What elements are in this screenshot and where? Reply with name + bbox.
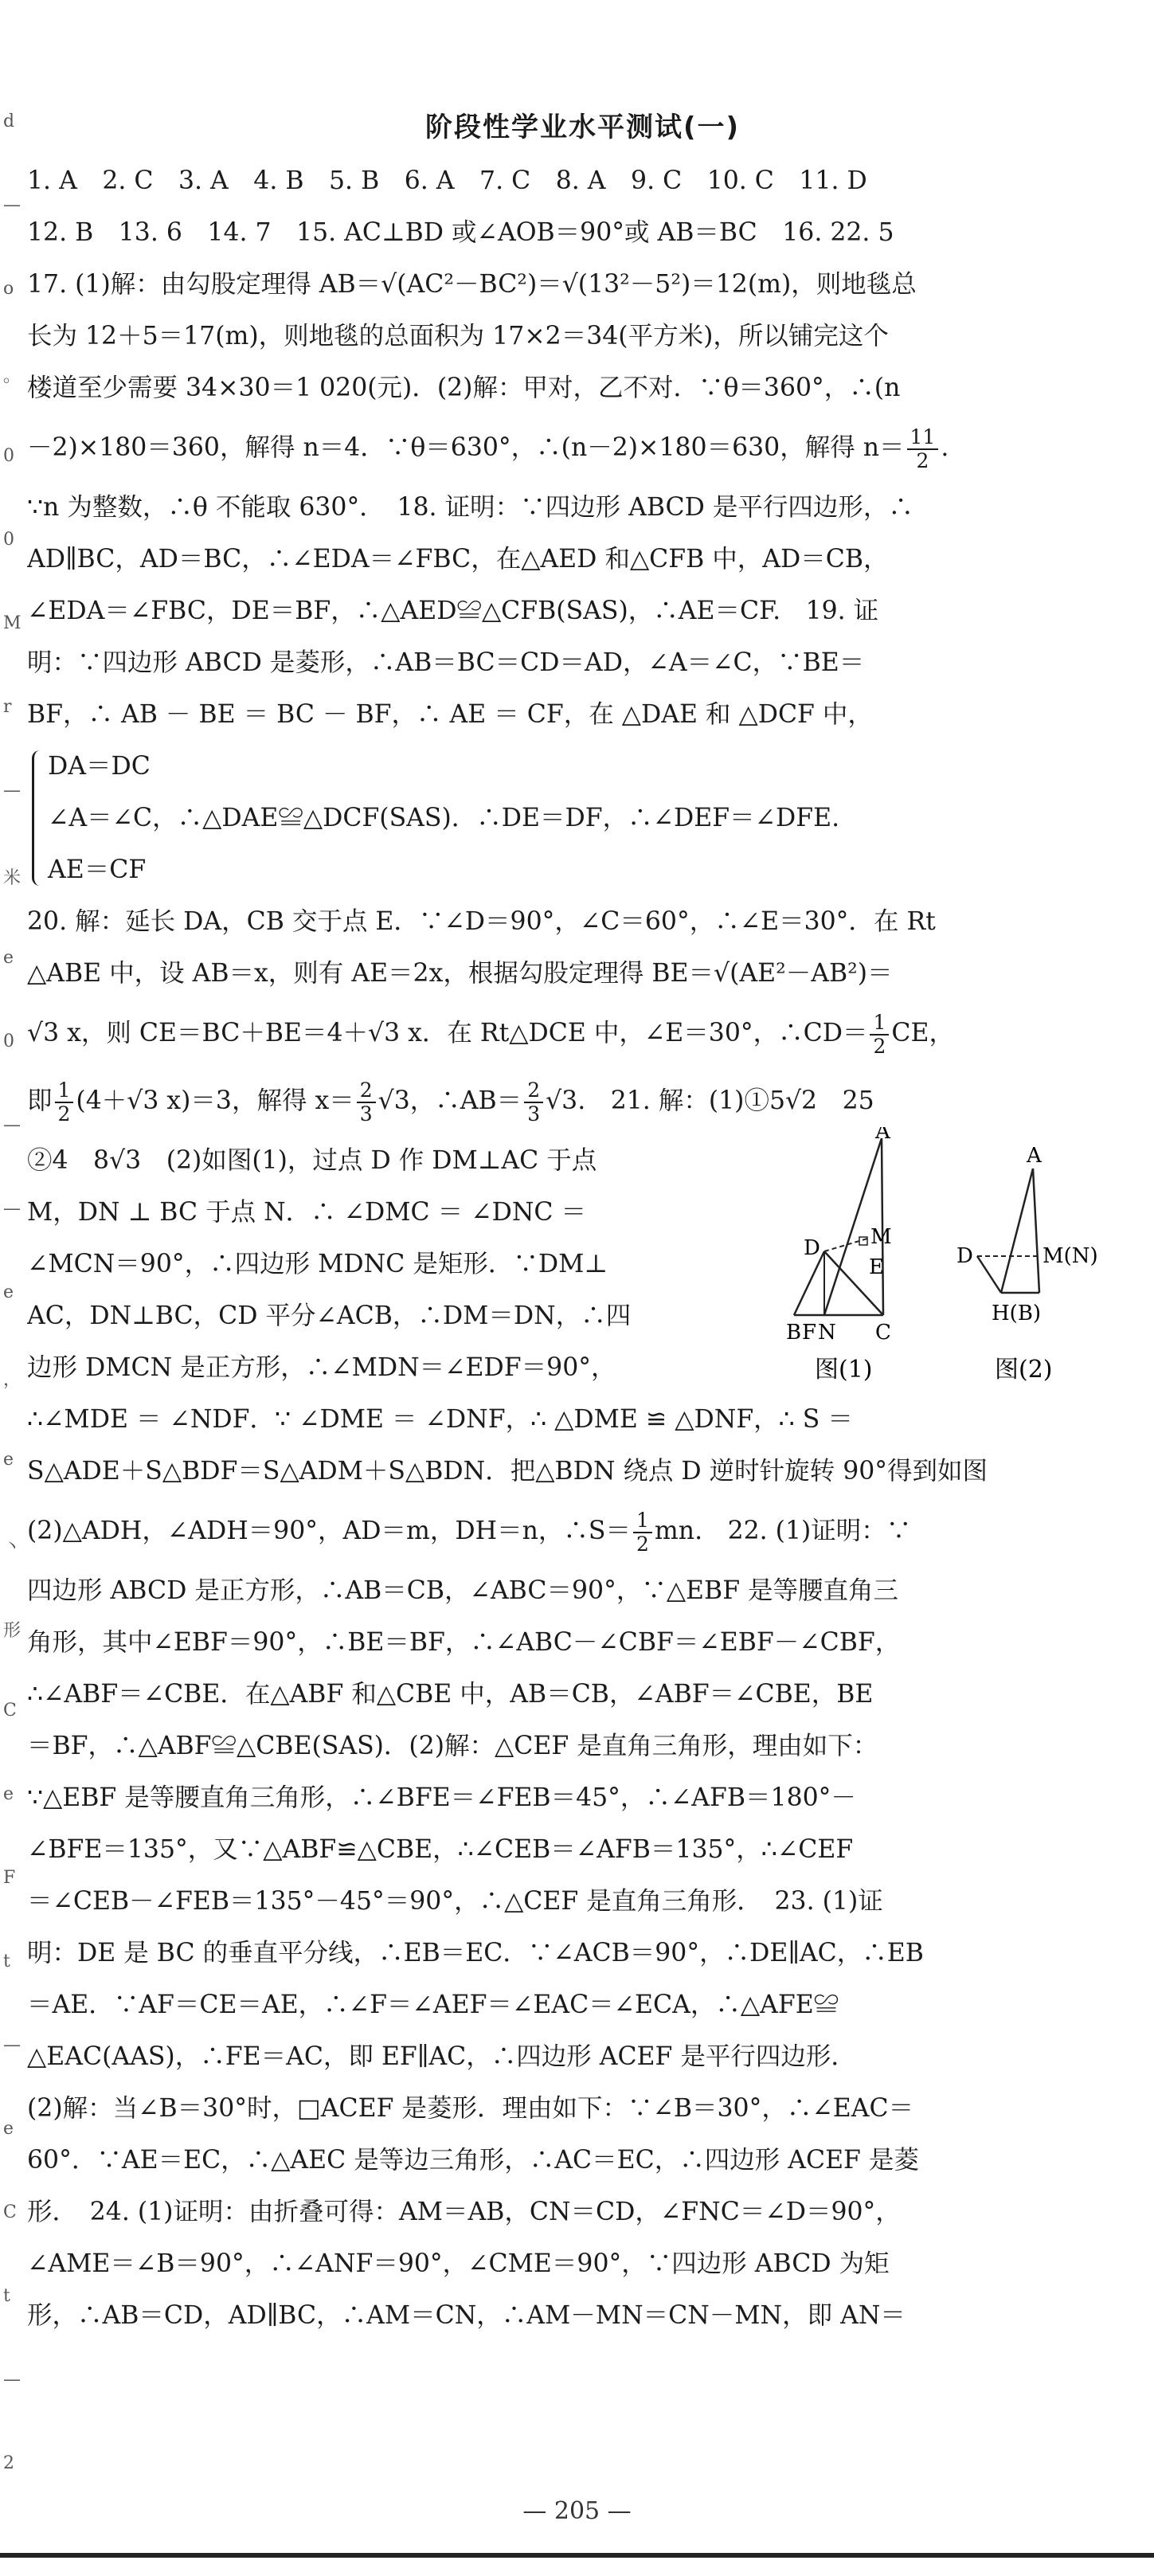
margin-fragment: t bbox=[3, 2286, 10, 2306]
margin-fragment: 0 bbox=[3, 530, 14, 550]
margin-fragment: 0 bbox=[3, 1032, 14, 1051]
margin-fragment: 丶 bbox=[3, 1537, 22, 1557]
answer-line: 60°．∵AE＝EC，∴△AEC 是等边三角形，∴AC＝EC，∴四边形 ACEF 是菱 bbox=[27, 2146, 919, 2175]
fig1-label-A: A bbox=[875, 1127, 890, 1144]
answer-line: ∠MCN＝90°，∴四边形 MDNC 是矩形．∵DM⊥ bbox=[27, 1250, 608, 1278]
margin-fragment: 0 bbox=[3, 446, 14, 466]
answer-line: 明：DE 是 BC 的垂直平分线，∴EB＝EC．∵∠ACB＝90°，∴DE∥AC，∴EB bbox=[27, 1939, 924, 1967]
margin-fragment: C bbox=[3, 2202, 17, 2222]
fraction-denominator: 3 bbox=[527, 1102, 541, 1126]
margin-fragment: d bbox=[3, 112, 15, 131]
margin-fragment: — bbox=[3, 2370, 21, 2390]
answer-line: ＝AE．∵AF＝CE＝AE，∴∠F＝∠AEF＝∠EAC＝∠ECA，∴△AFE≌ bbox=[27, 1991, 839, 2019]
answer-line bbox=[27, 414, 1138, 481]
fraction-denominator: 2 bbox=[916, 448, 929, 472]
fraction bbox=[907, 426, 939, 472]
answer-line: 12. B 13. 6 14. 7 15. AC⊥BD 或∠AOB＝90°或 AB＝BC 16. 22. 5 bbox=[27, 218, 894, 247]
margin-fragment: e bbox=[3, 1450, 14, 1470]
section-with-figures bbox=[27, 1127, 1138, 1393]
fraction-numerator: 11 bbox=[907, 426, 939, 450]
system-line: DA＝DC bbox=[48, 752, 151, 781]
margin-fragment: t bbox=[3, 1952, 10, 1971]
answer-text: 即 bbox=[27, 1086, 53, 1115]
answer-line: 长为 12＋5＝17(m)，则地毯的总面积为 17×2＝34(平方米)，所以铺完这个 bbox=[27, 322, 889, 350]
fig1-label-B: B bbox=[786, 1321, 802, 1345]
margin-fragment: F bbox=[3, 1868, 16, 1888]
figure-1-diagram bbox=[786, 1127, 1121, 1390]
fraction bbox=[524, 1079, 543, 1126]
left-margin-fragments bbox=[0, 0, 24, 2473]
margin-fragment: o bbox=[3, 279, 14, 299]
answer-line: △EAC(AAS)，∴FE＝AC，即 EF∥AC，∴四边形 ACEF 是平行四边形． bbox=[27, 2042, 856, 2071]
margin-fragment: 。 bbox=[3, 366, 22, 386]
answer-line: ∴∠MDE ＝ ∠NDF．∵ ∠DME ＝ ∠DNF，∴ △DME ≌ △DNF，∴ S ＝ bbox=[27, 1405, 853, 1434]
fig2-label-A: A bbox=[1027, 1144, 1042, 1168]
answer-line: M，DN ⊥ BC 于点 N．∴ ∠DMC ＝ ∠DNC ＝ bbox=[27, 1198, 587, 1227]
answer-line: 边形 DMCN 是正方形，∴∠MDN＝∠EDF＝90°， bbox=[27, 1353, 616, 1382]
fraction-denominator: 2 bbox=[873, 1034, 886, 1058]
answer-text: mn. 22. (1)证明：∵ bbox=[654, 1517, 912, 1545]
margin-fragment: — bbox=[3, 781, 21, 801]
fraction-numerator: 1 bbox=[633, 1509, 652, 1533]
answer-line: 形，∴AB＝CD，AD∥BC，∴AM＝CN，∴AM－MN＝CN－MN，即 AN＝ bbox=[27, 2301, 906, 2330]
answer-line bbox=[27, 1000, 1138, 1067]
answer-line: ∴∠ABF＝∠CBE．在△ABF 和△CBE 中，AB＝CB，∠ABF＝∠CBE，BE bbox=[27, 1680, 874, 1709]
answer-line: ②4 8√3 (2)如图(1)，过点 D 作 DM⊥AC 于点 bbox=[27, 1146, 597, 1175]
page-title: 阶段性学业水平测试(一) bbox=[424, 112, 741, 143]
answer-line: 20. 解：延长 DA，CB 交于点 E．∵∠D＝90°，∠C＝60°，∴∠E＝30°．在 Rt bbox=[27, 907, 936, 936]
answer-line: 1. A 2. C 3. A 4. B 5. B 6. A 7. C 8. A 9. C 10. C 11. D bbox=[27, 166, 867, 195]
answer-text: －2)×180＝360，解得 n＝4．∵θ＝630°，∴(n－2)×180＝630，解得 n＝ bbox=[27, 433, 905, 462]
answer-line: ＝BF，∴△ABF≌△CBE(SAS)．(2)解：△CEF 是直角三角形，理由如下： bbox=[27, 1732, 878, 1760]
answer-line: 楼道至少需要 34×30＝1 020(元)．(2)解：甲对，乙不对．∵θ＝360°，∴(n bbox=[27, 374, 901, 402]
margin-fragment: C bbox=[3, 1701, 17, 1721]
answer-text: √3，∴AB＝ bbox=[377, 1086, 522, 1115]
fig2-label-HB: H(B) bbox=[992, 1302, 1042, 1325]
answer-text: (2)△ADH，∠ADH＝90°，AD＝m，DH＝n，∴S＝ bbox=[27, 1517, 631, 1545]
fig1-caption: 图(1) bbox=[815, 1356, 873, 1384]
answer-line: ＝∠CEB－∠FEB＝135°－45°＝90°，∴△CEF 是直角三角形． 23. (1)证 bbox=[27, 1887, 883, 1916]
page-number: — 205 — bbox=[522, 2497, 632, 2525]
bottom-rule bbox=[0, 2553, 1154, 2558]
answer-text: (4＋√3 x)＝3，解得 x＝ bbox=[76, 1086, 354, 1115]
answer-line: BF，∴ AB － BE ＝ BC － BF，∴ AE ＝ CF，在 △DAE 和 △DCF 中， bbox=[27, 700, 873, 729]
fig1-label-C: C bbox=[875, 1321, 891, 1345]
answer-line bbox=[27, 1067, 1138, 1134]
fig1-label-F: F bbox=[802, 1321, 817, 1345]
answer-line: ∠AME＝∠B＝90°，∴∠ANF＝90°，∠CME＝90°，∵四边形 ABCD 为矩 bbox=[27, 2249, 890, 2278]
fraction-numerator: 2 bbox=[357, 1079, 376, 1103]
fraction bbox=[55, 1079, 74, 1126]
fraction bbox=[357, 1079, 376, 1126]
fig2-caption: 图(2) bbox=[995, 1356, 1053, 1384]
margin-fragment: M bbox=[3, 613, 22, 633]
margin-fragment: 2 bbox=[3, 2453, 14, 2473]
answer-text: CE， bbox=[891, 1019, 954, 1047]
fig1-label-N: N bbox=[818, 1321, 836, 1345]
margin-fragment: — bbox=[3, 1115, 21, 1135]
margin-fragment: 米 bbox=[3, 868, 22, 888]
fraction-numerator: 2 bbox=[524, 1079, 543, 1103]
answer-line: ∠BFE＝135°，又∵△ABF≌△CBE，∴∠CEB＝∠AFB＝135°，∴∠CEF bbox=[27, 1835, 854, 1864]
margin-fragment: e bbox=[3, 948, 14, 968]
margin-fragment: ， bbox=[3, 1370, 22, 1390]
fraction-denominator: 2 bbox=[636, 1532, 649, 1556]
answer-line: 角形，其中∠EBF＝90°，∴BE＝BF，∴∠ABC－∠CBF＝∠EBF－∠CBF， bbox=[27, 1628, 901, 1657]
fraction-denominator: 2 bbox=[57, 1102, 71, 1126]
margin-fragment: — bbox=[3, 2035, 21, 2055]
fraction bbox=[870, 1012, 889, 1058]
margin-fragment: — bbox=[3, 195, 21, 215]
answer-line bbox=[27, 1497, 1138, 1564]
fraction-numerator: 1 bbox=[55, 1079, 74, 1103]
answer-line: AD∥BC，AD＝BC，∴∠EDA＝∠FBC，在△AED 和△CFB 中，AD＝CB， bbox=[27, 545, 889, 574]
margin-fragment: 形 bbox=[3, 1621, 22, 1641]
system-line: ∠A＝∠C，∴△DAE≌△DCF(SAS)．∴DE＝DF，∴∠DEF＝∠DFE. bbox=[48, 804, 840, 832]
answer-line: ∠EDA＝∠FBC，DE＝BF，∴△AED≌△CFB(SAS)，∴AE＝CF. 19. 证 bbox=[27, 597, 879, 625]
fraction-numerator: 1 bbox=[870, 1012, 889, 1035]
fig2-label-D: D bbox=[956, 1244, 973, 1268]
answer-line: S△ADE＋S△BDF＝S△ADM＋S△BDN．把△BDN 绕点 D 逆时针旋转 90°得到如图 bbox=[27, 1457, 988, 1486]
fig1-label-M: M bbox=[870, 1225, 892, 1249]
fraction-denominator: 3 bbox=[359, 1102, 373, 1126]
answer-line: ∵△EBF 是等腰直角三角形，∴∠BFE＝∠FEB＝45°，∴∠AFB＝180°－ bbox=[27, 1783, 856, 1812]
fraction bbox=[633, 1509, 652, 1556]
answer-text: √3. 21. 解：(1)①5√2 25 bbox=[546, 1086, 874, 1115]
answer-line: △ABE 中，设 AB＝x，则有 AE＝2x，根据勾股定理得 BE＝√(AE²－AB²)＝ bbox=[27, 959, 893, 988]
period: . bbox=[941, 433, 949, 462]
answer-line: ∵n 为整数，∴θ 不能取 630°． 18. 证明：∵四边形 ABCD 是平行四边形，∴ bbox=[27, 493, 913, 522]
answer-line: 明：∵四边形 ABCD 是菱形，∴AB＝BC＝CD＝AD，∠A＝∠C，∵BE＝ bbox=[27, 648, 865, 677]
left-brace bbox=[32, 750, 42, 886]
margin-fragment: e bbox=[3, 1282, 14, 1302]
fig1-label-E: E bbox=[869, 1255, 884, 1279]
margin-fragment: — bbox=[3, 1199, 21, 1219]
answer-line: 形． 24. (1)证明：由折叠可得：AM＝AB，CN＝CD，∠FNC＝∠D＝90°， bbox=[27, 2198, 901, 2226]
system-line: AE＝CF bbox=[48, 855, 147, 884]
fig2-label-MN: M(N) bbox=[1043, 1244, 1098, 1268]
answer-page bbox=[27, 96, 1138, 2469]
answer-line: 17. (1)解：由勾股定理得 AB＝√(AC²－BC²)＝√(13²－5²)＝12(m)，则地毯总 bbox=[27, 270, 917, 299]
answer-line: AC，DN⊥BC，CD 平分∠ACB，∴DM＝DN，∴四 bbox=[27, 1302, 632, 1330]
answer-text: √3 x，则 CE＝BC＋BE＝4＋√3 x．在 Rt△DCE 中，∠E＝30°，∴CD＝ bbox=[27, 1019, 868, 1047]
answer-line: 四边形 ABCD 是正方形，∴AB＝CB，∠ABC＝90°，∵△EBF 是等腰直角三 bbox=[27, 1576, 899, 1605]
margin-fragment: e bbox=[3, 2119, 14, 2139]
geometry-figures bbox=[786, 1127, 1121, 1390]
fig1-label-D: D bbox=[804, 1236, 820, 1260]
margin-fragment: r bbox=[3, 697, 12, 717]
margin-fragment: e bbox=[3, 1784, 14, 1804]
equation-system bbox=[27, 741, 1138, 895]
answer-line: (2)解：当∠B＝30°时，□ACEF 是菱形．理由如下：∵∠B＝30°，∴∠EAC＝ bbox=[27, 2094, 914, 2123]
